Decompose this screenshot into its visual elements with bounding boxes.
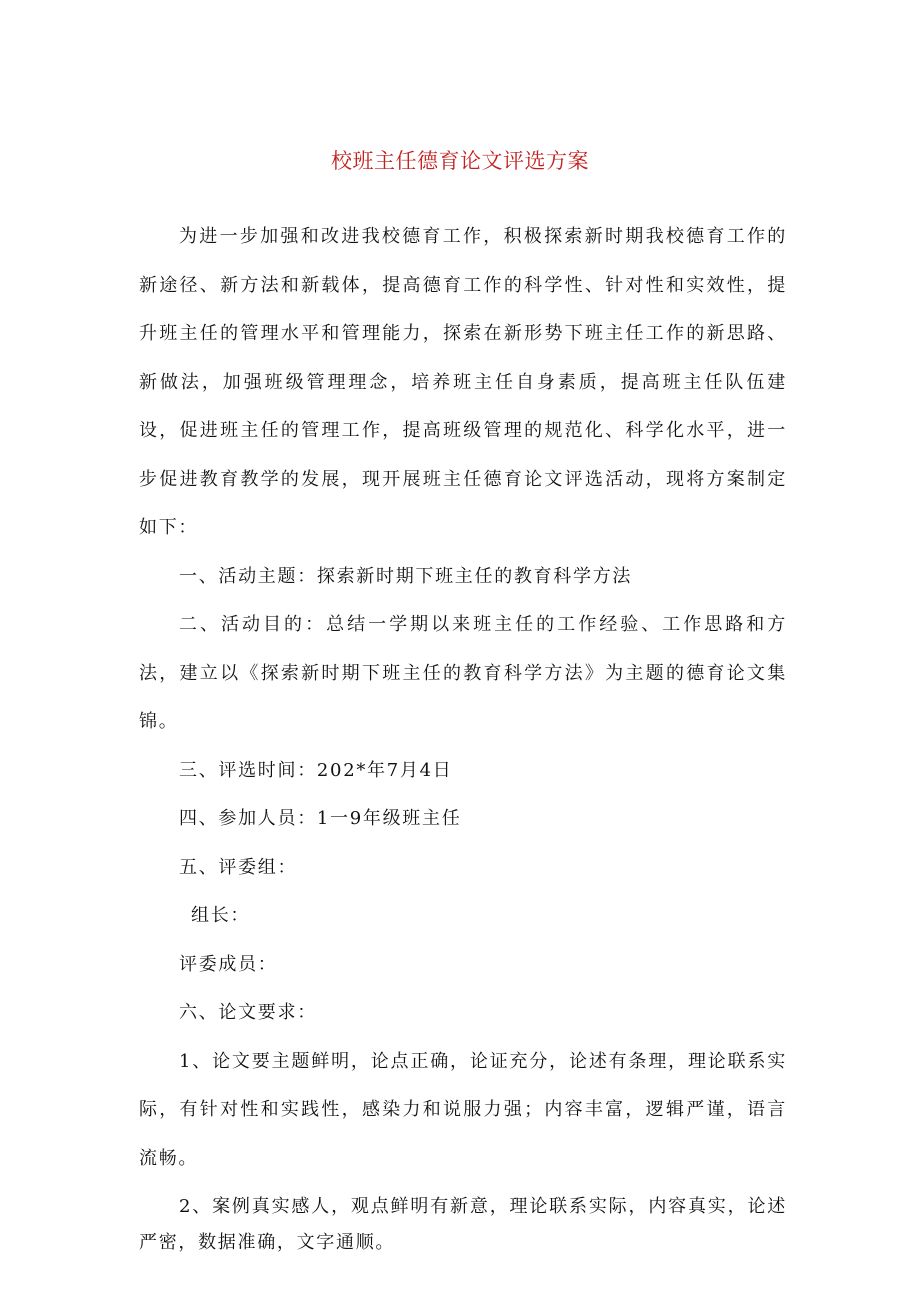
section-theme: 一、活动主题：探索新时期下班主任的教育科学方法 bbox=[179, 565, 633, 587]
intro-paragraph: 为进一步加强和改进我校德育工作，积极探索新时期我校德育工作的新途径、新方法和新载体，提高德育工作的科学性、针对性和实效性，提升班主任的管理水平和管理能力，探索在新形势下班主任工作的新思路、新做法，加强班级管理理念，培养班主任自身素质，提高班主任队伍建设，促进班主任的管理工作，提高班级管理的规范化、科学化水平，进一步促进教育教学的发展，现开展班主任德育论文评选活动，现将方案制定如下： bbox=[139, 226, 787, 538]
requirement-item-2: 2、案例真实感人，观点鲜明有新意，理论联系实际，内容真实，论述严密，数据准确，文字通顺。 bbox=[139, 1196, 787, 1253]
section-participants: 四、参加人员：1一9年级班主任 bbox=[179, 808, 462, 829]
document-title: 校班主任德育论文评选方案 bbox=[331, 149, 589, 173]
committee-leader: 组长： bbox=[191, 905, 251, 926]
committee-members: 评委成员： bbox=[179, 953, 278, 975]
section-purpose: 二、活动目的：总结一学期以来班主任的工作经验、工作思路和方法，建立以《探索新时期下班主任的教育科学方法》为主题的德育论文集锦。 bbox=[139, 614, 787, 732]
section-requirements: 六、论文要求： bbox=[179, 1002, 317, 1023]
section-committee: 五、评委组： bbox=[179, 856, 298, 878]
section-time: 三、评选时间：202*年7月4日 bbox=[179, 759, 453, 781]
requirement-item-1: 1、论文要主题鲜明，论点正确，论证充分，论述有条理，理论联系实际，有针对性和实践性，感染力和说服力强；内容丰富，逻辑严谨，语言流畅。 bbox=[139, 1050, 787, 1169]
document-body bbox=[139, 213, 787, 1261]
